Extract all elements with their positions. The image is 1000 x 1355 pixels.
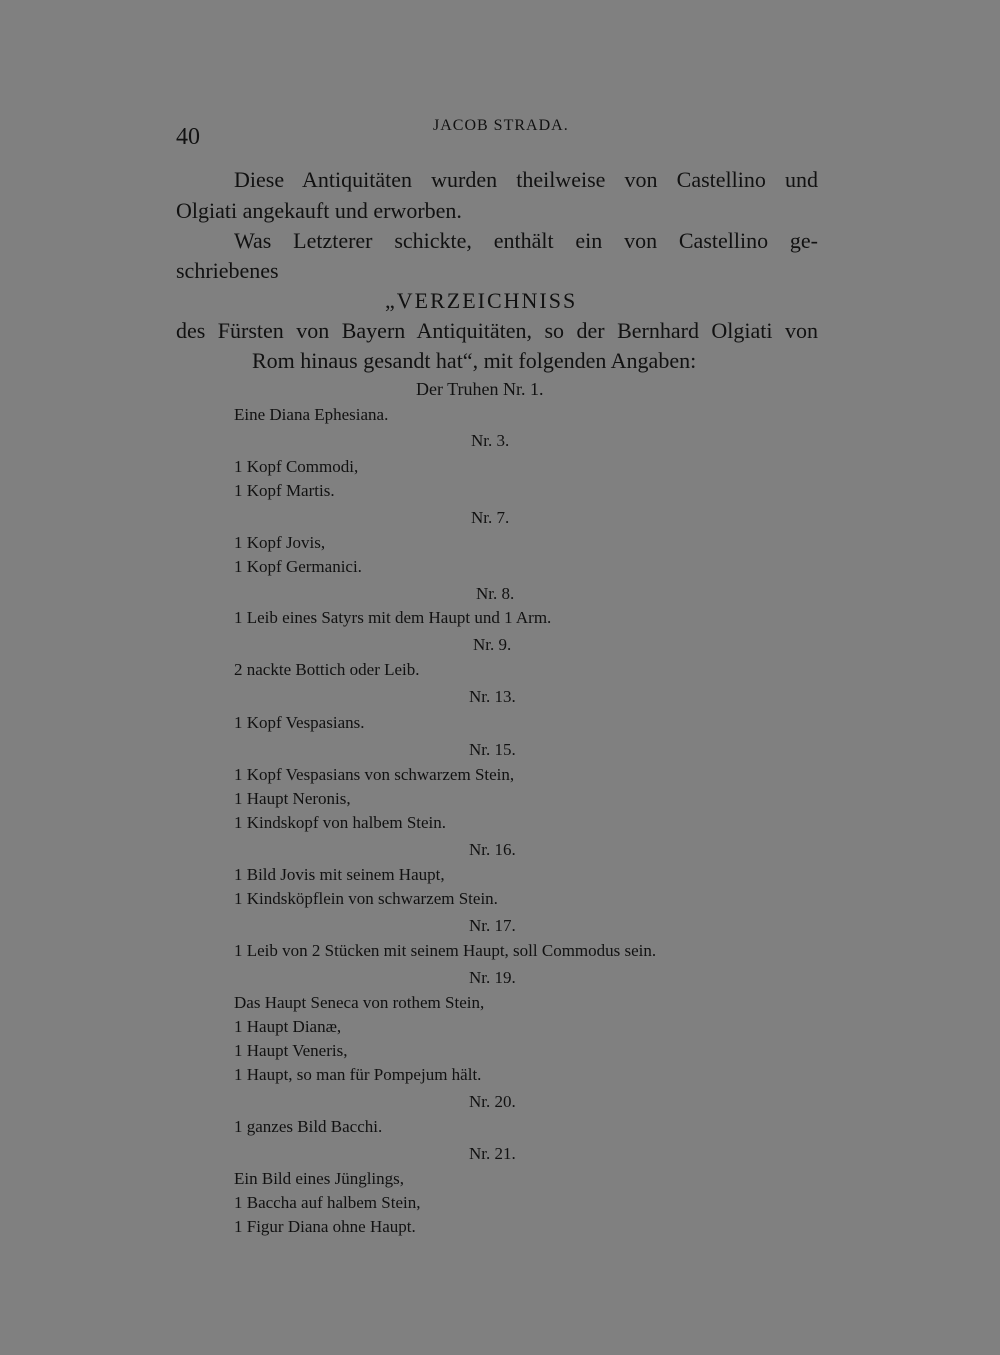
- entry-item: 1 Haupt Veneris,: [234, 1041, 348, 1060]
- inventory-heading-line-2: Rom hinaus gesandt hat“, mit folgenden Angaben:: [252, 348, 697, 373]
- entry-item: 1 Baccha auf halbem Stein,: [234, 1193, 421, 1212]
- entry-number: Nr. 7.: [471, 508, 510, 527]
- entry-item: 1 Kopf Germanici.: [234, 557, 362, 576]
- entry-number: Nr. 3.: [471, 431, 510, 450]
- intro-paragraph-2-line-2: schriebenes: [176, 258, 279, 283]
- entry-number: Nr. 17.: [469, 916, 516, 935]
- entry-item: 1 Kopf Commodi,: [234, 457, 359, 476]
- intro-paragraph-1-line-2: Olgiati angekauft und erworben.: [176, 198, 462, 223]
- entry-item: 1 Kindsköpflein von schwarzem Stein.: [234, 889, 498, 908]
- entry-item: 1 Kopf Jovis,: [234, 533, 326, 552]
- entry-number: Nr. 9.: [473, 635, 512, 654]
- entry-item: 2 nackte Bottich oder Leib.: [234, 660, 420, 679]
- entry-item: 1 Leib von 2 Stücken mit seinem Haupt, soll Commodus sein.: [234, 941, 657, 960]
- entry-number: Nr. 21.: [469, 1144, 516, 1163]
- box-label: Der Truhen Nr. 1.: [416, 379, 544, 399]
- entry-number: Nr. 13.: [469, 687, 516, 706]
- page-number: 40: [176, 124, 200, 150]
- entry-number: Nr. 20.: [469, 1092, 516, 1111]
- entry-item: 1 Haupt Neronis,: [234, 789, 351, 808]
- entry-item: 1 Haupt Dianæ,: [234, 1017, 342, 1036]
- entry-number: Nr. 16.: [469, 840, 516, 859]
- entry-item: 1 Haupt, so man für Pompejum hält.: [234, 1065, 482, 1084]
- intro-paragraph-1-line-1: Diese Antiquitäten wurden theilweise von Castellino und: [234, 167, 818, 192]
- entry-item: 1 Kopf Vespasians.: [234, 713, 365, 732]
- entry-item: 1 ganzes Bild Bacchi.: [234, 1117, 383, 1136]
- entry-number: Nr. 8.: [476, 584, 515, 603]
- entry-number: Nr. 19.: [469, 968, 516, 987]
- inventory-heading-line-1: des Fürsten von Bayern Antiquitäten, so der Bernhard Olgiati von: [176, 318, 818, 343]
- entry-item: Ein Bild eines Jünglings,: [234, 1169, 404, 1188]
- entry-item: 1 Figur Diana ohne Haupt.: [234, 1217, 416, 1236]
- running-title: JACOB STRADA.: [433, 117, 569, 134]
- entry-number: Nr. 15.: [469, 740, 516, 759]
- intro-paragraph-2-line-1: Was Letzterer schickte, enthält ein von Castellino ge-: [234, 228, 818, 253]
- inventory-title: „VERZEICHNISS: [385, 288, 578, 313]
- entry-item: 1 Kopf Martis.: [234, 481, 335, 500]
- entry-item: Das Haupt Seneca von rothem Stein,: [234, 993, 485, 1012]
- entry-item: 1 Leib eines Satyrs mit dem Haupt und 1 Arm.: [234, 608, 552, 627]
- entry-item: 1 Bild Jovis mit seinem Haupt,: [234, 865, 445, 884]
- box-item: Eine Diana Ephesiana.: [234, 405, 389, 424]
- entry-item: 1 Kopf Vespasians von schwarzem Stein,: [234, 765, 515, 784]
- entry-item: 1 Kindskopf von halbem Stein.: [234, 813, 447, 832]
